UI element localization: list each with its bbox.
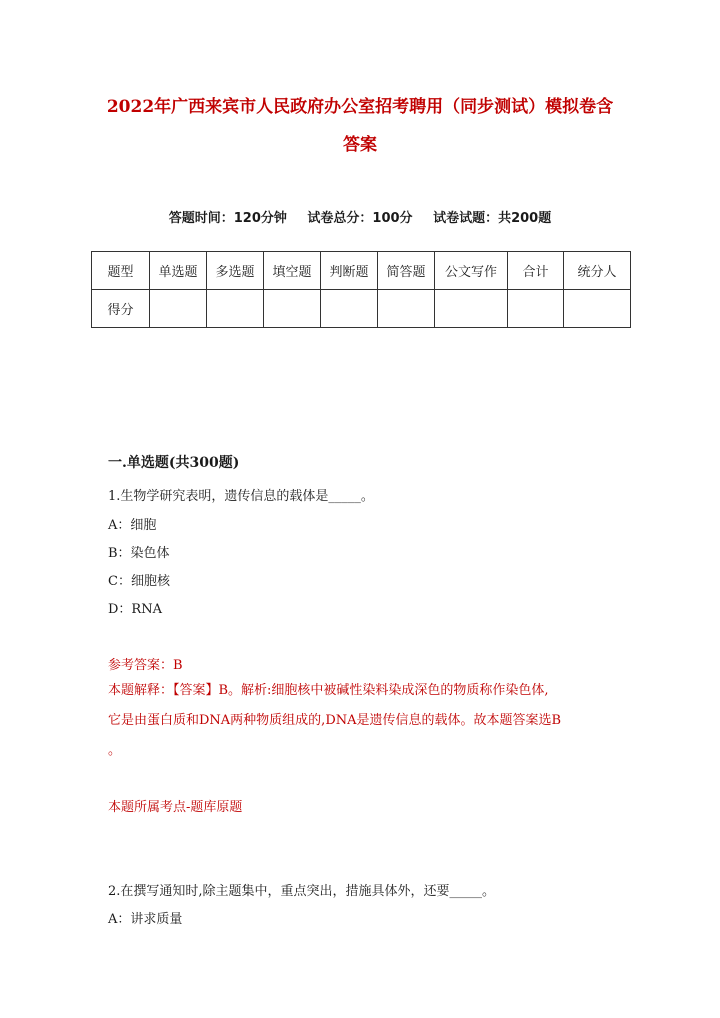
question-1-option-c: C：细胞核 <box>108 574 170 589</box>
score-table <box>91 251 631 328</box>
question-2-option-a: A：讲求质量 <box>108 912 183 927</box>
question-1-explanation <box>108 676 613 766</box>
score-cell[interactable] <box>508 290 564 328</box>
document-title <box>90 88 630 164</box>
score-row-label: 得分 <box>92 290 150 328</box>
title-line-2: 答案 <box>343 135 377 155</box>
score-cell[interactable] <box>435 290 508 328</box>
header-cell: 判断题 <box>321 252 378 290</box>
score-cell[interactable] <box>564 290 631 328</box>
exam-time: 答题时间：120分钟 <box>168 211 287 226</box>
exam-meta <box>0 207 720 226</box>
question-1-knowledge-point: 本题所属考点-题库原题 <box>108 800 243 815</box>
question-1-option-d: D：RNA <box>108 602 162 617</box>
header-cell: 填空题 <box>264 252 321 290</box>
question-1-option-a: A：细胞 <box>108 518 157 533</box>
score-table-header-row <box>92 252 631 290</box>
header-cell: 多选题 <box>207 252 264 290</box>
score-cell[interactable] <box>264 290 321 328</box>
header-cell: 合计 <box>508 252 564 290</box>
exam-total-score: 试卷总分：100分 <box>307 211 413 226</box>
score-cell[interactable] <box>150 290 207 328</box>
header-cell: 统分人 <box>564 252 631 290</box>
exam-question-count: 试卷试题：共200题 <box>433 211 552 226</box>
title-line-1: 2022年广西来宾市人民政府办公室招考聘用（同步测试）模拟卷含 <box>106 97 614 117</box>
score-cell[interactable] <box>321 290 378 328</box>
score-table-score-row <box>92 290 631 328</box>
question-1-stem: 1.生物学研究表明，遗传信息的载体是_____。 <box>108 489 374 504</box>
question-2-stem: 2.在撰写通知时,除主题集中，重点突出，措施具体外，还要_____。 <box>108 884 496 899</box>
header-cell: 简答题 <box>378 252 435 290</box>
header-cell: 题型 <box>92 252 150 290</box>
header-cell: 单选题 <box>150 252 207 290</box>
header-cell: 公文写作 <box>435 252 508 290</box>
section-heading: 一.单选题(共300题) <box>108 455 240 471</box>
score-cell[interactable] <box>207 290 264 328</box>
score-cell[interactable] <box>378 290 435 328</box>
explanation-line: 。 <box>108 743 122 758</box>
question-1-answer: 参考答案：B <box>108 658 183 673</box>
explanation-line: 本题解释：【答案】B。解析:细胞核中被碱性染料染成深色的物质称作染色体, <box>108 683 549 698</box>
explanation-line: 它是由蛋白质和DNA两种物质组成的,DNA是遗传信息的载体。故本题答案选B <box>108 713 562 728</box>
question-1-option-b: B：染色体 <box>108 546 170 561</box>
